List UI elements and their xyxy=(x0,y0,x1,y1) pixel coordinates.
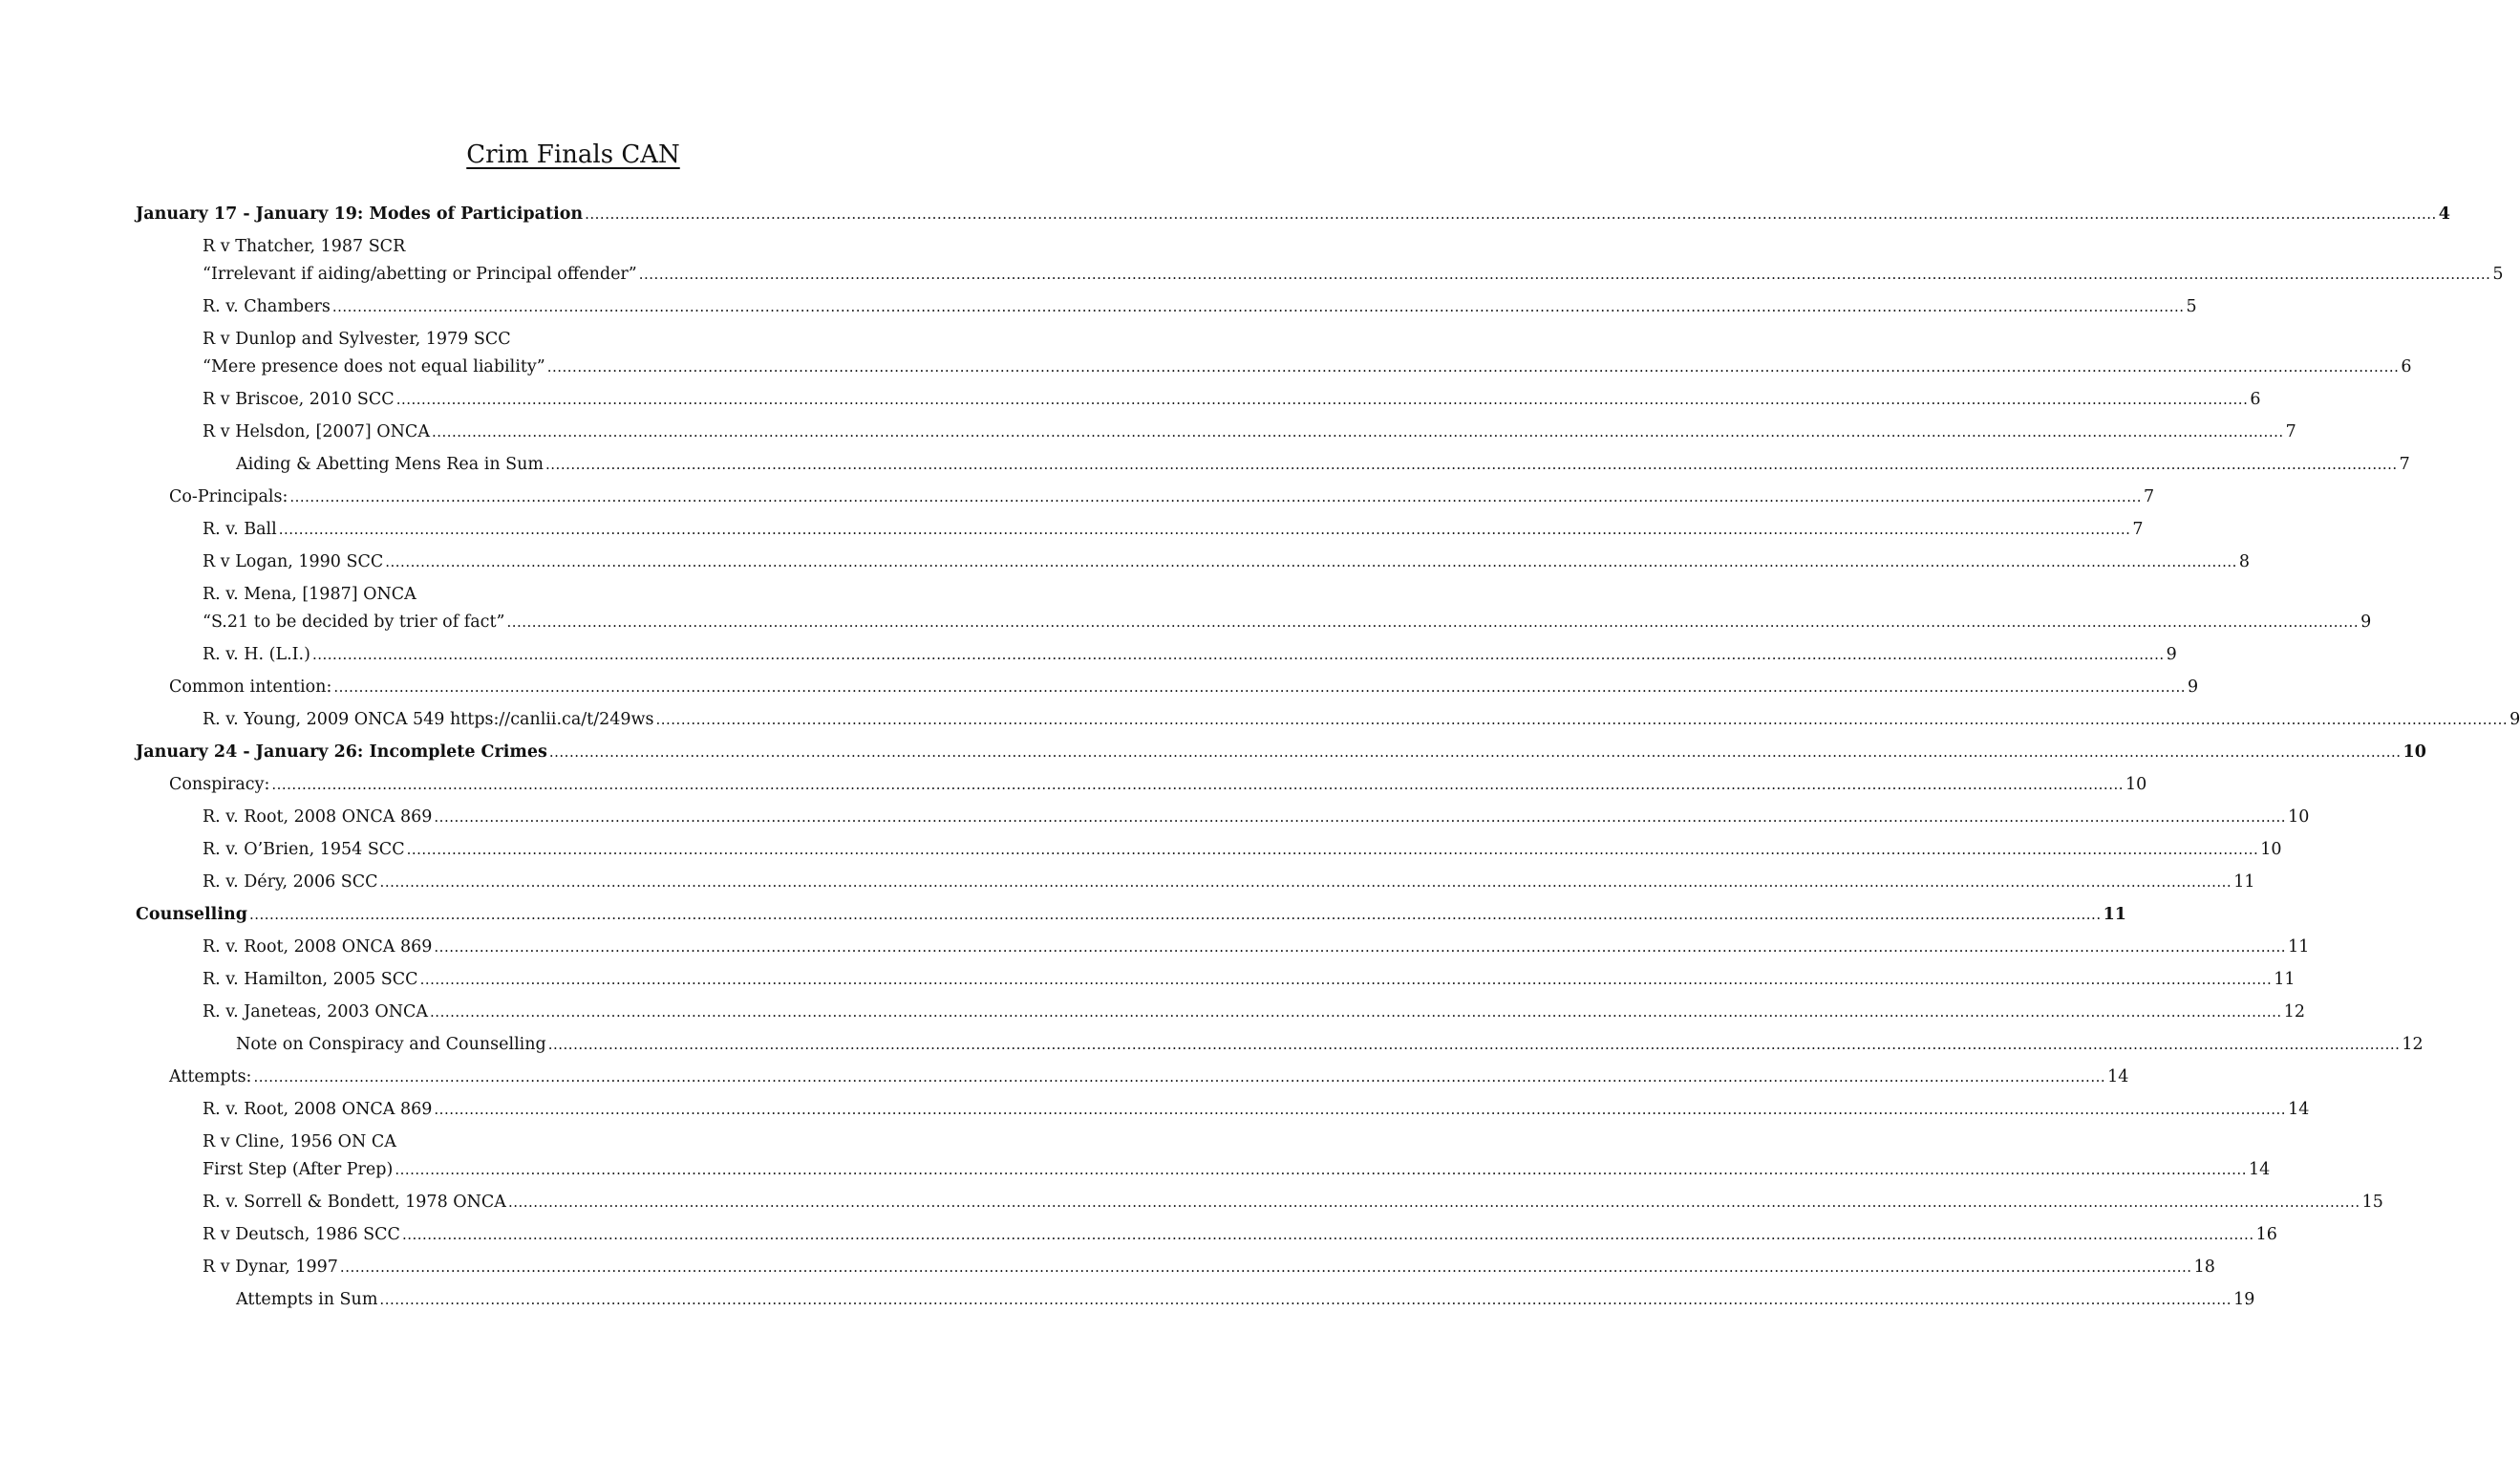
toc-entry-text: “Mere presence does not equal liability” xyxy=(203,357,545,376)
toc-entry-heading: R v Dunlop and Sylvester, 1979 SCC xyxy=(203,330,511,349)
toc-entry-text: “Irrelevant if aiding/abetting or Principal offender” xyxy=(203,265,637,284)
toc-entry[interactable] xyxy=(136,1189,2383,1216)
toc-entry[interactable] xyxy=(136,706,2520,734)
toc-dot-leader: ................................................................................................................................................................................................................................................................................................................................................................................ xyxy=(379,873,2232,891)
toc-entry-text: R. v. Sorrell & Bondett, 1978 ONCA xyxy=(203,1193,506,1212)
toc-dot-leader: ................................................................................................................................................................................................................................................................................................................................................................................ xyxy=(545,456,2398,473)
toc-page-number: 18 xyxy=(2193,1258,2215,1277)
toc-dot-leader: ................................................................................................................................................................................................................................................................................................................................................................................ xyxy=(311,646,2165,663)
toc-page-number: 14 xyxy=(2107,1067,2129,1086)
toc-entry[interactable] xyxy=(136,966,2296,994)
toc-dot-leader: ................................................................................................................................................................................................................................................................................................................................................................................ xyxy=(289,488,2143,505)
toc-dot-leader: ................................................................................................................................................................................................................................................................................................................................................................................ xyxy=(585,205,2437,223)
toc-entry-line xyxy=(203,869,2255,896)
toc-dot-leader: ................................................................................................................................................................................................................................................................................................................................................................................ xyxy=(331,298,2185,315)
toc-dot-leader: ................................................................................................................................................................................................................................................................................................................................................................................ xyxy=(401,1226,2254,1243)
toc-dot-leader: ................................................................................................................................................................................................................................................................................................................................................................................ xyxy=(395,391,2249,408)
toc-entry-line xyxy=(169,771,2147,799)
toc-entry-text: R v Deutsch, 1986 SCC xyxy=(203,1225,400,1244)
toc-dot-leader: ................................................................................................................................................................................................................................................................................................................................................................................ xyxy=(339,1258,2192,1276)
toc-entry-text: R. v. Janeteas, 2003 ONCA xyxy=(203,1002,429,1022)
toc-dot-leader: ................................................................................................................................................................................................................................................................................................................................................................................ xyxy=(548,743,2402,761)
toc-entry[interactable] xyxy=(136,771,2147,799)
toc-entry-text: Attempts in Sum xyxy=(236,1290,378,1309)
toc-entry-text: R. v. Déry, 2006 SCC xyxy=(203,872,378,892)
toc-entry-line xyxy=(136,901,2126,929)
toc-entry-line xyxy=(203,706,2520,734)
toc-entry-text: R v Dynar, 1997 xyxy=(203,1258,338,1277)
toc-entry[interactable] xyxy=(136,451,2410,479)
toc-dot-leader: ................................................................................................................................................................................................................................................................................................................................................................................ xyxy=(434,808,2287,826)
toc-entry-line xyxy=(203,293,2197,321)
toc-page-number: 7 xyxy=(2132,520,2144,539)
toc-entry-text: R. v. Ball xyxy=(203,520,277,539)
toc-page-number: 11 xyxy=(2103,905,2126,924)
toc-page-number: 11 xyxy=(2288,937,2310,957)
toc-dot-leader: ................................................................................................................................................................................................................................................................................................................................................................................ xyxy=(434,1101,2287,1118)
toc-entry[interactable] xyxy=(136,484,2155,511)
toc-entry-text: R. v. Root, 2008 ONCA 869 xyxy=(203,1100,433,1119)
toc-entry-text: Attempts: xyxy=(169,1067,252,1086)
toc-entry-line xyxy=(203,1221,2277,1249)
toc-entry[interactable] xyxy=(136,1254,2215,1281)
toc-entry-line xyxy=(203,1156,2271,1184)
toc-entry-text: R v Helsdon, [2007] ONCA xyxy=(203,422,430,441)
toc-dot-leader: ................................................................................................................................................................................................................................................................................................................................................................................ xyxy=(379,1291,2232,1308)
toc-page-number: 10 xyxy=(2288,807,2310,827)
toc-entry[interactable] xyxy=(136,1064,2129,1091)
toc-entry[interactable] xyxy=(136,233,2504,289)
toc-page-number: 5 xyxy=(2492,265,2504,284)
toc-entry-line xyxy=(203,1096,2310,1124)
toc-entry[interactable] xyxy=(136,641,2177,669)
toc-entry-line xyxy=(203,836,2282,864)
toc-entry-text: R. v. Chambers xyxy=(203,297,331,316)
toc-entry-line xyxy=(169,674,2199,701)
toc-entry-line xyxy=(236,1286,2255,1314)
toc-page-number: 10 xyxy=(2403,742,2426,762)
toc-entry-text: January 24 - January 26: Incomplete Crimes xyxy=(136,742,547,762)
toc-entry-line xyxy=(169,484,2155,511)
toc-page-number: 7 xyxy=(2144,487,2155,506)
toc-entry-line xyxy=(136,201,2450,228)
toc-page-number: 7 xyxy=(2285,422,2296,441)
toc-entry-text: R. v. Root, 2008 ONCA 869 xyxy=(203,807,433,827)
toc-dot-leader: ................................................................................................................................................................................................................................................................................................................................................................................ xyxy=(638,266,2491,283)
toc-entry-line xyxy=(203,1189,2383,1216)
toc-entry[interactable] xyxy=(136,739,2426,766)
toc-dot-leader: ................................................................................................................................................................................................................................................................................................................................................................................ xyxy=(547,1036,2401,1053)
toc-page-number: 12 xyxy=(2283,1002,2305,1022)
toc-dot-leader: ................................................................................................................................................................................................................................................................................................................................................................................ xyxy=(419,971,2273,988)
toc-entry-line xyxy=(203,966,2296,994)
toc-entry-line xyxy=(203,1254,2215,1281)
toc-page-number: 4 xyxy=(2438,204,2450,224)
toc-page-number: 5 xyxy=(2186,297,2197,316)
toc-entry[interactable] xyxy=(136,326,2412,381)
toc-page-number: 11 xyxy=(2233,872,2255,892)
toc-dot-leader: ................................................................................................................................................................................................................................................................................................................................................................................ xyxy=(406,841,2259,858)
toc-entry[interactable] xyxy=(136,1221,2277,1249)
document-title: Crim Finals CAN xyxy=(466,140,680,169)
toc-dot-leader: ................................................................................................................................................................................................................................................................................................................................................................................ xyxy=(434,938,2287,956)
toc-page-number: 12 xyxy=(2402,1035,2424,1054)
toc-entry-text: Counselling xyxy=(136,905,247,924)
table-of-contents xyxy=(136,201,2520,1319)
toc-page-number: 8 xyxy=(2238,552,2251,571)
toc-entry-text: Conspiracy: xyxy=(169,775,270,794)
toc-dot-leader: ................................................................................................................................................................................................................................................................................................................................................................................ xyxy=(395,1161,2247,1178)
toc-page-number: 9 xyxy=(2188,677,2199,697)
toc-entry[interactable] xyxy=(136,1129,2271,1184)
toc-entry[interactable] xyxy=(136,386,2261,414)
toc-page-number: 6 xyxy=(2401,357,2412,376)
toc-page-number: 9 xyxy=(2509,710,2520,729)
toc-entry-text: Co-Principals: xyxy=(169,487,288,506)
toc-entry-text: R. v. Hamilton, 2005 SCC xyxy=(203,970,418,989)
toc-dot-leader: ................................................................................................................................................................................................................................................................................................................................................................................ xyxy=(271,776,2125,793)
toc-entry[interactable] xyxy=(136,548,2251,576)
toc-dot-leader: ................................................................................................................................................................................................................................................................................................................................................................................ xyxy=(385,553,2237,570)
toc-entry-line xyxy=(203,354,2412,381)
toc-entry[interactable] xyxy=(136,419,2296,446)
toc-page-number: 16 xyxy=(2255,1225,2277,1244)
toc-dot-leader: ................................................................................................................................................................................................................................................................................................................................................................................ xyxy=(248,906,2102,923)
toc-entry[interactable] xyxy=(136,869,2255,896)
toc-entry-line xyxy=(236,1031,2424,1059)
toc-page-number: 10 xyxy=(2260,840,2282,859)
toc-entry-text: Aiding & Abetting Mens Rea in Sum xyxy=(236,455,545,474)
toc-entry-text: Common intention: xyxy=(169,677,332,697)
toc-entry-line xyxy=(203,934,2310,961)
toc-dot-leader: ................................................................................................................................................................................................................................................................................................................................................................................ xyxy=(253,1068,2106,1086)
toc-page-number: 11 xyxy=(2274,970,2296,989)
toc-entry-text: R. v. O’Brien, 1954 SCC xyxy=(203,840,405,859)
toc-page-number: 9 xyxy=(2360,613,2372,632)
toc-entry-text: R. v. H. (L.I.) xyxy=(203,645,310,664)
toc-entry[interactable] xyxy=(136,1031,2424,1059)
toc-entry-line xyxy=(203,609,2372,636)
toc-entry-line xyxy=(203,804,2310,831)
toc-entry[interactable] xyxy=(136,674,2199,701)
toc-entry-text: R. v. Young, 2009 ONCA 549 https://canlii.ca/t/249ws xyxy=(203,710,654,729)
toc-dot-leader: ................................................................................................................................................................................................................................................................................................................................................................................ xyxy=(333,678,2186,696)
toc-entry-line xyxy=(136,739,2426,766)
toc-entry-line xyxy=(203,516,2144,544)
toc-entry-line xyxy=(203,419,2296,446)
toc-entry-line xyxy=(203,261,2504,289)
toc-dot-leader: ................................................................................................................................................................................................................................................................................................................................................................................ xyxy=(430,1003,2282,1021)
toc-page-number: 19 xyxy=(2233,1290,2255,1309)
toc-entry-line xyxy=(169,1064,2129,1091)
toc-page-number: 15 xyxy=(2361,1193,2383,1212)
toc-dot-leader: ................................................................................................................................................................................................................................................................................................................................................................................ xyxy=(506,613,2360,631)
toc-entry[interactable] xyxy=(136,934,2310,961)
toc-entry-line xyxy=(203,386,2261,414)
toc-page-number: 10 xyxy=(2125,775,2147,794)
toc-dot-leader: ................................................................................................................................................................................................................................................................................................................................................................................ xyxy=(431,423,2284,441)
toc-entry[interactable] xyxy=(136,901,2126,929)
toc-dot-leader: ................................................................................................................................................................................................................................................................................................................................................................................ xyxy=(546,358,2400,376)
toc-entry-text: Note on Conspiracy and Counselling xyxy=(236,1035,546,1054)
toc-entry[interactable] xyxy=(136,836,2282,864)
toc-entry[interactable] xyxy=(136,201,2450,228)
toc-entry[interactable] xyxy=(136,1096,2310,1124)
toc-entry-text: “S.21 to be decided by trier of fact” xyxy=(203,613,505,632)
toc-entry[interactable] xyxy=(136,516,2144,544)
toc-entry[interactable] xyxy=(136,581,2372,636)
toc-entry[interactable] xyxy=(136,293,2197,321)
toc-entry-heading: R. v. Mena, [1987] ONCA xyxy=(203,585,416,604)
toc-entry-line xyxy=(203,641,2177,669)
toc-page-number: 9 xyxy=(2166,645,2177,664)
toc-entry-heading: R v Thatcher, 1987 SCR xyxy=(203,237,406,256)
toc-dot-leader: ................................................................................................................................................................................................................................................................................................................................................................................ xyxy=(278,521,2131,538)
toc-entry[interactable] xyxy=(136,999,2305,1026)
toc-entry-text: R v Logan, 1990 SCC xyxy=(203,552,384,571)
toc-entry-text: January 17 - January 19: Modes of Participation xyxy=(136,204,584,224)
toc-page-number: 7 xyxy=(2399,455,2410,474)
toc-page-number: 14 xyxy=(2248,1160,2271,1179)
toc-entry-line xyxy=(203,548,2251,576)
toc-dot-leader: ................................................................................................................................................................................................................................................................................................................................................................................ xyxy=(655,711,2509,728)
toc-entry[interactable] xyxy=(136,1286,2255,1314)
toc-page-number: 14 xyxy=(2288,1100,2310,1119)
toc-entry-line xyxy=(236,451,2410,479)
toc-dot-leader: ................................................................................................................................................................................................................................................................................................................................................................................ xyxy=(507,1194,2360,1211)
toc-entry-text: First Step (After Prep) xyxy=(203,1160,394,1179)
toc-entry-text: R v Briscoe, 2010 SCC xyxy=(203,390,395,409)
toc-entry-text: R. v. Root, 2008 ONCA 869 xyxy=(203,937,433,957)
toc-entry[interactable] xyxy=(136,804,2310,831)
toc-page-number: 6 xyxy=(2250,390,2261,409)
toc-entry-heading: R v Cline, 1956 ON CA xyxy=(203,1132,396,1151)
toc-entry-line xyxy=(203,999,2305,1026)
